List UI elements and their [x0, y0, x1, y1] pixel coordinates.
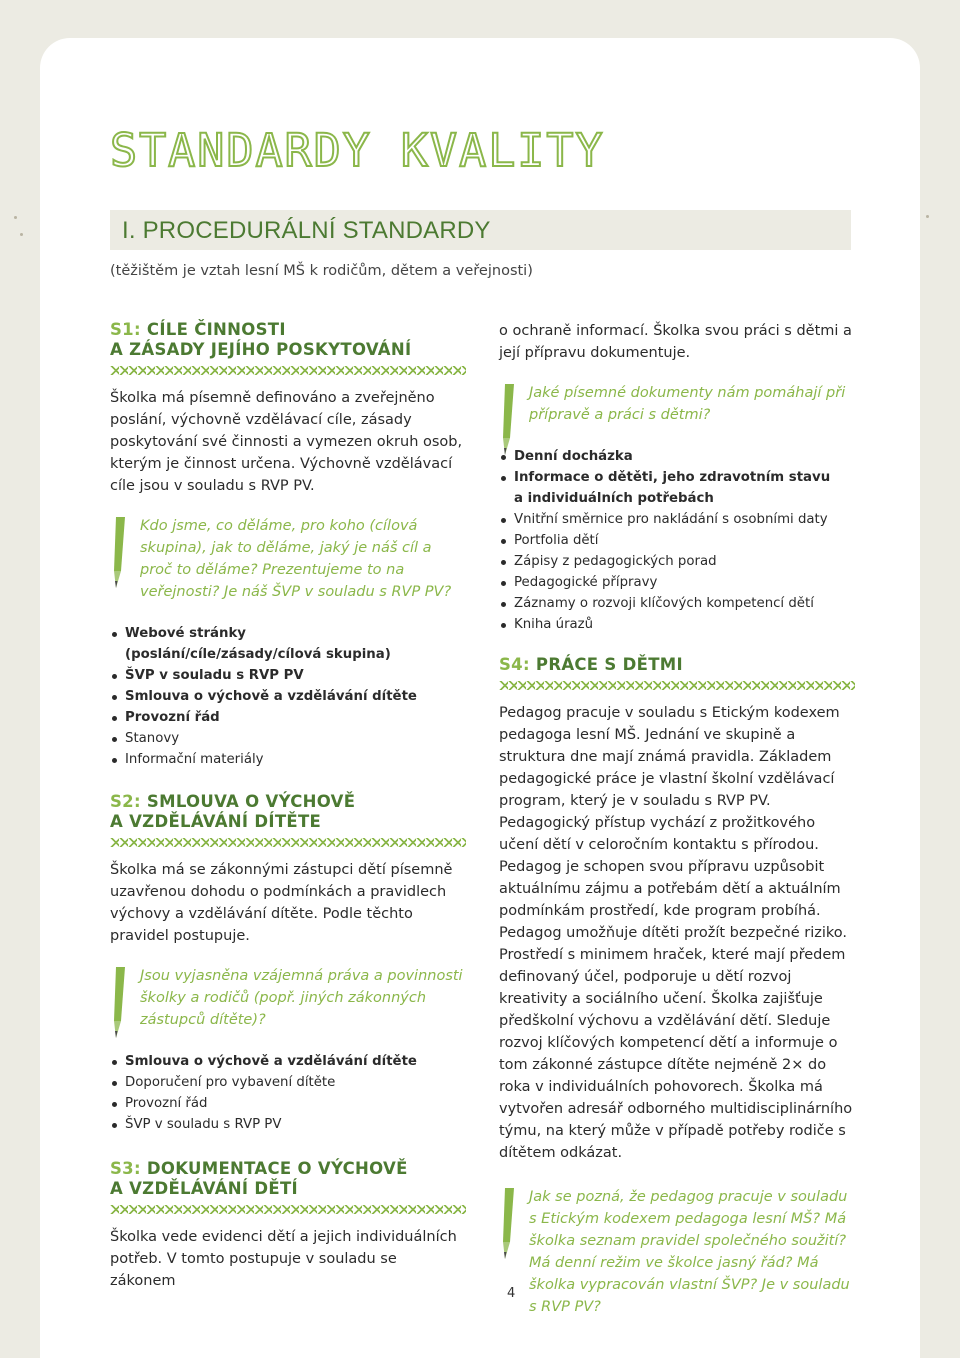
s4-heading: S4: PRÁCE S DĚTMI: [499, 655, 683, 674]
zigzag-divider: [110, 366, 466, 375]
list-item: Záznamy o rozvoji klíčových kompetencí dětí: [499, 593, 855, 614]
list-item: Stanovy: [110, 728, 466, 749]
list-item: Denní docházka: [499, 446, 855, 467]
list-item: (poslání/cíle/zásady/cílová skupina): [125, 647, 391, 662]
list-item: Provozní řád: [110, 1093, 466, 1114]
list-item: Smlouva o výchově a vzdělávání dítěte: [110, 1051, 466, 1072]
right-column: [499, 320, 855, 1338]
s2-question: Jsou vyjasněna vzájemná práva a povinnosti školky a rodičů (popř. jiných zákonných zástupců dítěte)?: [110, 965, 466, 1031]
banner-title: I. PROCEDURÁLNÍ STANDARDY: [122, 217, 491, 244]
list-item: a individuálních potřebách: [514, 491, 714, 506]
list-item: Webové stránky: [110, 623, 466, 644]
s3-heading: S3: DOKUMENTACE O VÝCHOVĚ A VZDĚLÁVÁNÍ DĚTÍ: [110, 1159, 408, 1198]
s2-list: [110, 1051, 466, 1135]
s2-heading: S2: SMLOUVA O VÝCHOVĚ A VZDĚLÁVÁNÍ DÍTĚTE: [110, 792, 356, 831]
section-s3: [110, 1159, 466, 1292]
list-item: Pedagogické přípravy: [499, 572, 855, 593]
list-item: Informační materiály: [110, 749, 466, 770]
list-item: ŠVP v souladu s RVP PV: [110, 1114, 466, 1135]
s1-body: Školka má písemně definováno a zveřejněno poslání, výchovně vzdělávací cíle, zásady poskytování své činnosti a vymezen okruh osob, kterým je činnost určena. Výchovně vzdělávací cíle jsou v souladu s RVP PV.: [110, 390, 463, 494]
left-column: [110, 320, 466, 1292]
page-number: 4: [507, 1286, 516, 1301]
zigzag-divider: [110, 1205, 466, 1214]
section-s1: [110, 320, 466, 770]
list-item: Zápisy z pedagogických porad: [499, 551, 855, 572]
list-item: Vnitřní směrnice pro nakládání s osobními daty: [499, 509, 855, 530]
section-s4: [499, 655, 855, 1318]
zigzag-divider: [110, 838, 466, 847]
s4-question: Jak se pozná, že pedagog pracuje v souladu s Etickým kodexem pedagoga lesní MŠ? Má školka seznam pravidel společného soužití? Má denní režim ve školce jasný řád? Má školka vypracován vlastní ŠVP? Je v souladu s RVP PV?: [499, 1186, 855, 1318]
section-banner: [110, 210, 851, 250]
s1-list: [110, 623, 466, 770]
s1-question: Kdo jsme, co děláme, pro koho (cílová skupina), jak to děláme, jaký je náš cíl a proč to děláme? Prezentujeme to na veřejnosti? Je náš ŠVP v souladu s RVP PV?: [110, 515, 466, 603]
s3-question: Jaké písemné dokumenty nám pomáhají při přípravě a práci s dětmi?: [499, 382, 855, 426]
list-item: Doporučení pro vybavení dítěte: [110, 1072, 466, 1093]
page-subtitle: (těžištěm je vztah lesní MŠ k rodičům, dětem a veřejnosti): [110, 263, 533, 279]
s3-body-end: o ochraně informací. Školka svou práci s dětmi a její přípravu dokumentuje.: [499, 323, 852, 361]
pencil-icon: [499, 1188, 515, 1260]
section-s2: [110, 792, 466, 1135]
list-item: Portfolia dětí: [499, 530, 855, 551]
list-item: Provozní řád: [110, 707, 466, 728]
pencil-icon: [110, 967, 126, 1039]
list-item: Kniha úrazů: [499, 614, 855, 635]
zigzag-divider: [499, 681, 855, 690]
list-item: Smlouva o výchově a vzdělávání dítěte: [110, 686, 466, 707]
s1-heading: S1: CÍLE ČINNOSTI A ZÁSADY JEJÍHO POSKYTOVÁNÍ: [110, 320, 412, 359]
s2-body: Školka má se zákonnými zástupci dětí písemně uzavřenou dohodu o podmínkách a pravidlech výchovy a vzdělávání dítěte. Podle těchto pravidel postupuje.: [110, 862, 453, 944]
s3-body-start: Školka vede evidenci dětí a jejich individuálních potřeb. V tomto postupuje v souladu se zákonem: [110, 1229, 457, 1289]
list-item: ŠVP v souladu s RVP PV: [110, 665, 466, 686]
s4-body: Pedagog pracuje v souladu s Etickým kodexem pedagoga lesní MŠ. Jednání ve skupině a struktura dne mají známá pravidla. Základem pedagogické práce je vlastní školní vzdělávací program, který je v souladu s RVP PV. Pedagogický přístup vychází z prožitkového učení dětí v celoročním kontaktu s přírodou. Pedagog je schopen svou přípravu uzpůsobit aktuálnímu zájmu a potřebám dětí a aktuálním podmínkám prostředí, kde program probíhá. Pedagog umožňuje dítěti prožít bezpečné riziko. Prostředí s minimem hraček, které mají předem definovaný účel, podporuje u dětí rozvoj kreativity a sociálního učení. Školka zajišťuje předškolní výchovu a vzdělávání dětí. Sleduje rozvoj klíčových kompetencí dětí a informuje o tom zákonné zástupce dítěte nejméně 2× do roka v individuálních pohovorech. Školka má vytvořen adresář odborného multidisciplinárního týmu, na který může v případě potřeby rodiče s dítětem odkázat.: [499, 705, 853, 1161]
page-title: STANDARDY KVALITY: [110, 124, 605, 177]
pencil-icon: [110, 517, 126, 589]
s3-list: [499, 446, 855, 635]
list-item: Informace o dětěti, jeho zdravotním stavu: [499, 467, 855, 488]
